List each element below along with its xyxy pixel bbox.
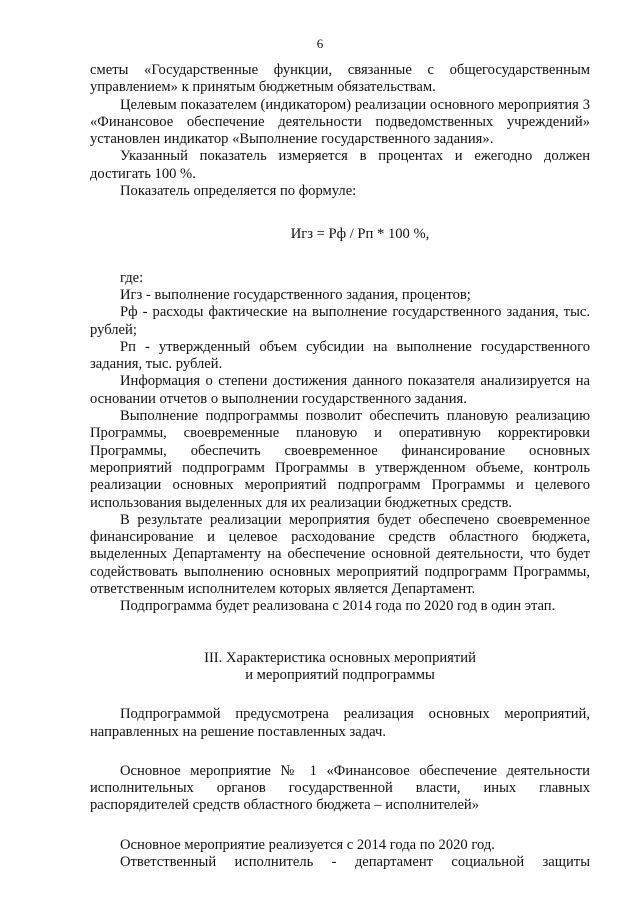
paragraph-execution: Выполнение подпрограммы позволит обеспечить плановую реализацию Программы, своевременные плановую и оперативную корректировки Программы, обеспечить своевременное финансирование основных мероприятий подпрограмм Программы в утвержденном объеме, контроль реализации основных мероприятий подпрограмм Программы и целевого использования выделенных для их реализации бюджетных средств. [90,408,590,511]
paragraph-formula-intro: Показатель определяется по формуле: [120,183,357,200]
paragraph-responsible: Ответственный исполнитель - департамент социальной защиты [120,853,590,870]
page-number: 6 [316,36,324,51]
section-heading-line2: и мероприятий подпрограммы [245,666,435,683]
section-heading-line1: III. Характеристика основных мероприятий [204,649,476,666]
paragraph-main-measure-1: Основное мероприятие № 1 «Финансовое обеспечение деятельности исполнительных органов государственной власти, иных главных распорядителей средств областного бюджета – исполнителей» [90,762,590,814]
paragraph-smety: сметы «Государственные функции, связанные с общегосударственным управлением» к принятым бюджетным обязательствам. [90,62,590,96]
paragraph-measure-period: Основное мероприятие реализуется с 2014 года по 2020 год. [120,836,495,853]
where-label: где: [120,269,144,286]
definition-rf: Рф - расходы фактические на выполнение государственного задания, тыс. рублей; [90,304,590,338]
definition-igz: Игз - выполнение государственного задания, процентов; [120,286,471,303]
document-body [90,62,590,871]
paragraph-period: Подпрограмма будет реализована с 2014 года по 2020 год в один этап. [120,598,556,615]
paragraph-subprogram-measures: Подпрограммой предусмотрена реализация основных мероприятий, направленных на решение поставленных задач. [90,706,590,740]
paragraph-information: Информация о степени достижения данного показателя анализируется на основании отчетов о выполнении государственного задания. [90,373,590,407]
paragraph-result: В результате реализации мероприятия будет обеспечено своевременное финансирование и целевое расходование средств областного бюджета, выделенных Департаменту на обеспечение основной деятельности, что будет содействовать выполнению основных мероприятий подпрограмм Программы, ответственным исполнителем которых является Департамент. [90,511,590,598]
definition-rp: Рп - утвержденный объем субсидии на выполнение государственного задания, тыс. рублей. [90,338,590,373]
formula: Игз = Рф / Рп * 100 %, [290,226,430,243]
paragraph-target-indicator: Целевым показателем (индикатором) реализации основного мероприятия 3 «Финансовое обеспечение деятельности подведомственных учреждений» установлен индикатор «Выполнение государственного задания». [90,96,590,148]
paragraph-measured-percent: Указанный показатель измеряется в процентах и ежегодно должен достигать 100 %. [90,148,590,182]
